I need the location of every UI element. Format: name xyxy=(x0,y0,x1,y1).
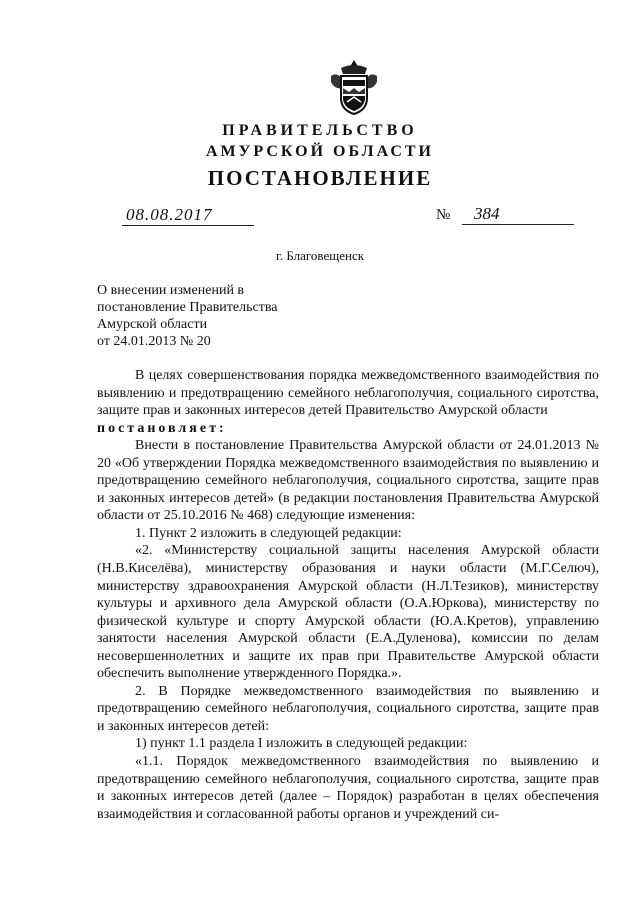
subject-line: от 24.01.2013 № 20 xyxy=(97,334,211,349)
document-type-title: ПОСТАНОВЛЕНИЕ xyxy=(207,166,433,190)
body-paragraph: 1. Пункт 2 изложить в следующей редакции: xyxy=(135,525,402,541)
body-paragraph: 2. В Порядке межведомственного взаимодействия по выявлению и предотвращению семейного неблагополучия, социального сиротства, защите прав и законных интересов детей: xyxy=(97,683,599,734)
subject-line: постановление Правительства xyxy=(97,300,278,315)
government-title-line1: ПРАВИТЕЛЬСТВО xyxy=(222,122,418,139)
body-paragraph: 1) пункт 1.1 раздела I изложить в следующей редакции: xyxy=(135,736,468,752)
preamble-paragraph: В целях совершенствования порядка межведомственного взаимодействия по выявлению и предотвращению семейного неблагополучия, социального сиротства, защите прав и законных интересов детей Правительство Амурской области xyxy=(97,368,599,419)
number-label: № xyxy=(436,207,451,223)
subject-line: Амурской области xyxy=(97,317,208,332)
body-paragraph: «1.1. Порядок межведомственного взаимодействия по выявлению и предотвращению семейного неблагополучия, социального сиротства, защите прав и законных интересов детей (далее – Порядок) разработан в целях обеспечения взаимодействия и согласованной работы органов и учреждений си- xyxy=(97,754,599,822)
resolves-heading: постановляет: xyxy=(97,420,227,436)
city-name: г. Благовещенск xyxy=(275,248,365,263)
coat-of-arms-icon xyxy=(327,58,381,116)
document-date: 08.08.2017 xyxy=(122,205,254,226)
document-subject xyxy=(97,282,277,350)
government-title-line2: АМУРСКОЙ ОБЛАСТИ xyxy=(206,143,434,160)
document-number: 384 xyxy=(462,204,574,225)
document-body xyxy=(97,367,599,823)
body-paragraph: «2. «Министерству социальной защиты населения Амурской области (Н.В.Киселёва), министерству образования и науки области (М.Г.Селюч), министерству здравоохранения Амурской области (Н.Л.Тезиков), министерству культуры и архивного дела Амурской области (О.А.Юркова), министерству по физической культуре и спорту Амурской области (Ю.А.Кретов), управлению занятости населения Амурской области (Е.А.Дуленова), комиссии по делам несовершеннолетних и защите их прав при Правительстве Амурской области обеспечить выполнение утвержденного Порядка.». xyxy=(97,543,599,682)
body-paragraph: Внести в постановление Правительства Амурской области от 24.01.2013 № 20 «Об утверждении Порядка межведомственного взаимодействия по выявлению и предотвращению семейного неблагополучия, социального сиротства, защите прав и законных интересов детей» (в редакции постановления Правительства Амурской области от 25.10.2016 № 468) следующие изменения: xyxy=(97,438,599,524)
subject-line: О внесении изменений в xyxy=(97,283,245,298)
